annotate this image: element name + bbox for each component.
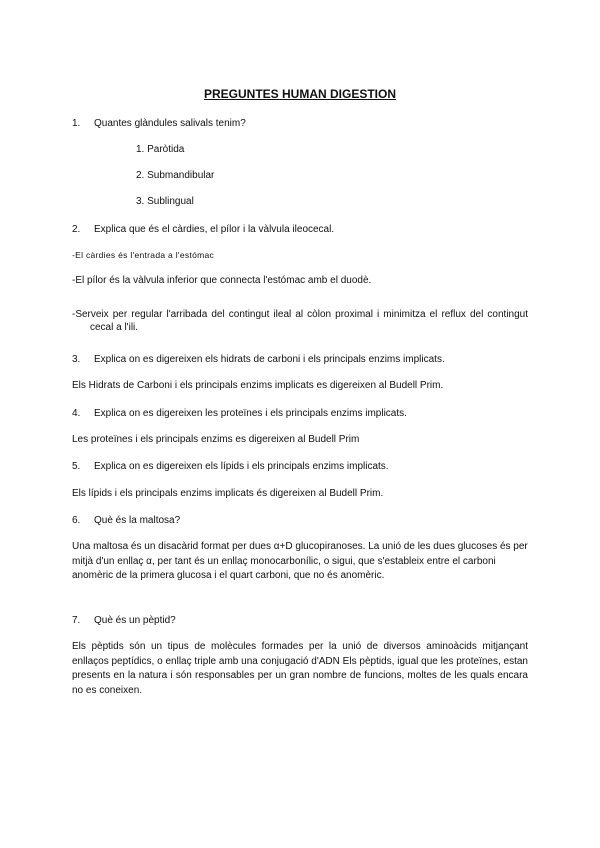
q3-answer: Els Hidrats de Carboni i els principals enzims implicats es digereixen al Budell Prim.: [72, 380, 444, 391]
q5-answer: Els lípids i els principals enzims implicats és digereixen al Budell Prim.: [72, 488, 384, 499]
q7-answer: Els pèptids són un tipus de molècules formades per la unió de diversos aminoàcids mitjançant enllaços peptídics, o enllaç triple amb una conjugació d'ADN Els pèptids, igual que les proteïnes, estan presents en la natura i són responsables per un gran nombre de funcions, moltes de les quals encara no es coneixen.: [72, 641, 528, 696]
question-2-number: 2.: [72, 224, 81, 235]
q1-item-3: 3. Sublingual: [136, 196, 194, 207]
question-3: Explica on es digereixen els hidrats de carboni i els principals enzims implicats.: [94, 354, 445, 365]
question-2: Explica que és el càrdies, el pílor i la vàlvula ileocecal.: [94, 224, 335, 235]
question-7: Què és un pèptid?: [94, 615, 176, 626]
question-4-number: 4.: [72, 408, 81, 419]
q1-item-1: 1. Paròtida: [136, 144, 185, 155]
q2-answer-3: -Serveix per regular l'arribada del contingut ileal al còlon proximal i minimitza el reflux del contingut cecal a l'ili.: [72, 309, 528, 333]
question-1-number: 1.: [72, 118, 81, 129]
question-4: Explica on es digereixen les proteïnes i els principals enzims implicats.: [94, 408, 407, 419]
q4-answer: Les proteïnes i els principals enzims es digereixen al Budell Prim: [72, 434, 360, 445]
q1-item-2: 2. Submandibular: [136, 170, 215, 181]
question-6-number: 6.: [72, 515, 81, 526]
question-5: Explica on es digereixen els lípids i els principals enzims implicats.: [94, 461, 389, 472]
question-1: Quantes glàndules salivals tenim?: [94, 118, 246, 129]
page-title: PREGUNTES HUMAN DIGESTION: [203, 87, 396, 101]
q2-answer-1: -El càrdies és l'entrada a l'estómac: [72, 250, 215, 260]
q6-answer: Una maltosa és un disacàrid format per dues α+D glucopiranoses. La unió de les dues glucoses és per mitjà d'un enllaç α, per tant és un enllaç monocarbonílic, o sigui, que s'estableix entre el carboni anomèric de la primera glucosa i el quart carboni, que no és anomèric.: [72, 541, 528, 581]
q2-answer-2: -El pílor és la vàlvula inferior que connecta l'estómac amb el duodè.: [72, 275, 372, 286]
question-6: Què és la maltosa?: [94, 515, 181, 526]
question-5-number: 5.: [72, 461, 81, 472]
question-7-number: 7.: [72, 615, 81, 626]
question-3-number: 3.: [72, 354, 81, 365]
